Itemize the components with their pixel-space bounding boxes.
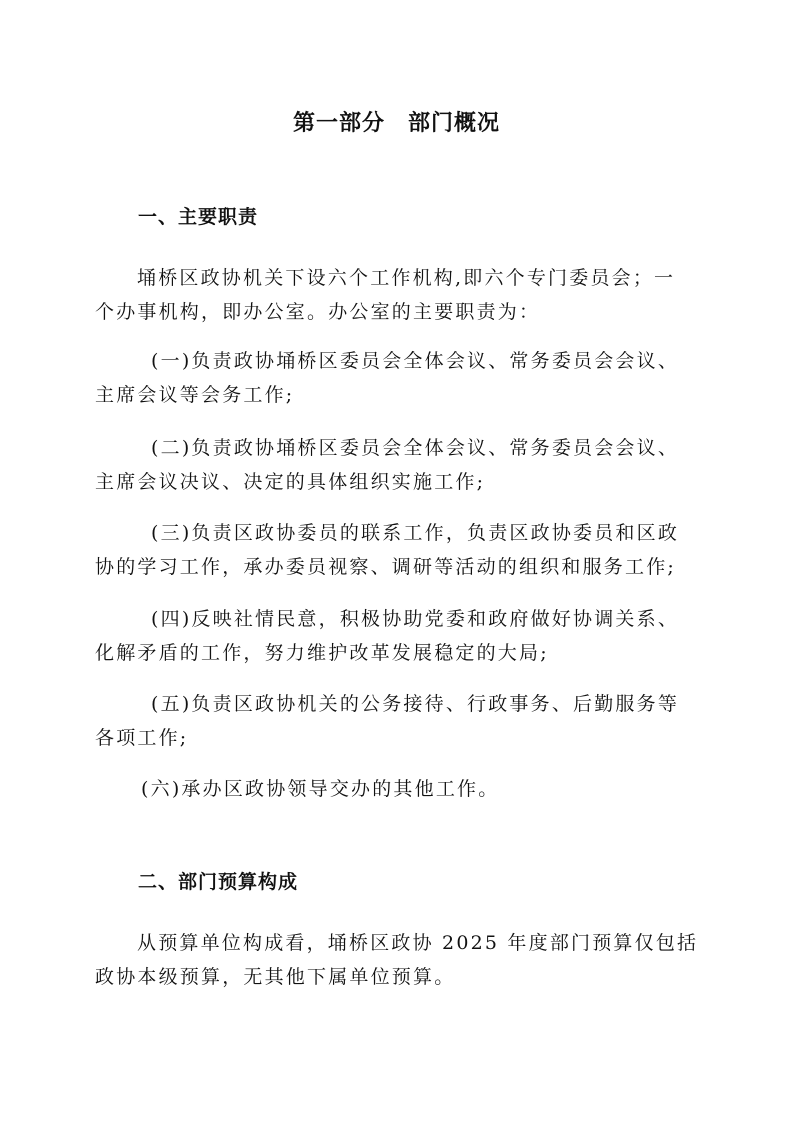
- duty-item-2: [95, 431, 695, 499]
- section-heading-main-duties: 一、主要职责: [138, 206, 259, 228]
- budget-line-1: 从预算单位构成看，埇桥区政协 2025 年度部门预算仅包括: [137, 932, 699, 954]
- budget-line-2: 政协本级预算，无其他下属单位预算。: [95, 966, 456, 988]
- duty-item-5-line-1: (五)负责区政协机关的公务接待、行政事务、后勤服务等: [151, 693, 680, 715]
- duty-item-6: [95, 772, 695, 806]
- duty-item-5-line-2: 各项工作;: [95, 727, 189, 749]
- duty-item-3-line-1: (三)负责区政协委员的联系工作，负责区政协委员和区政: [151, 522, 680, 544]
- budget-paragraph: [95, 926, 699, 994]
- duty-item-1: [95, 344, 695, 412]
- duty-item-4-line-1: (四)反映社情民意，积极协助党委和政府做好协调关系、: [151, 608, 680, 630]
- duty-item-4-line-2: 化解矛盾的工作，努力维护改革发展稳定的大局;: [95, 642, 549, 664]
- duty-item-6-line-1: (六)承办区政协领导交办的其他工作。: [141, 778, 500, 800]
- duty-item-5: [95, 687, 695, 755]
- section-heading-budget-structure: 二、部门预算构成: [138, 871, 299, 893]
- duty-item-4: [95, 602, 695, 670]
- duty-item-2-line-1: (二)负责政协埇桥区委员会全体会议、常务委员会会议、: [151, 437, 680, 459]
- duty-item-2-line-2: 主席会议决议、决定的具体组织实施工作;: [95, 471, 486, 493]
- intro-paragraph: [95, 261, 695, 329]
- page-title: 第一部分 部门概况: [292, 111, 500, 136]
- duty-item-3: [95, 516, 695, 584]
- duty-item-1-line-1: (一)负责政协埇桥区委员会全体会议、常务委员会会议、: [151, 350, 680, 372]
- duty-item-1-line-2: 主席会议等会务工作;: [95, 384, 295, 406]
- duty-item-3-line-2: 协的学习工作，承办委员视察、调研等活动的组织和服务工作;: [95, 556, 677, 578]
- intro-line-1: 埇桥区政协机关下设六个工作机构,即六个专门委员会；一: [137, 267, 676, 289]
- intro-line-2: 个办事机构，即办公室。办公室的主要职责为：: [95, 301, 541, 323]
